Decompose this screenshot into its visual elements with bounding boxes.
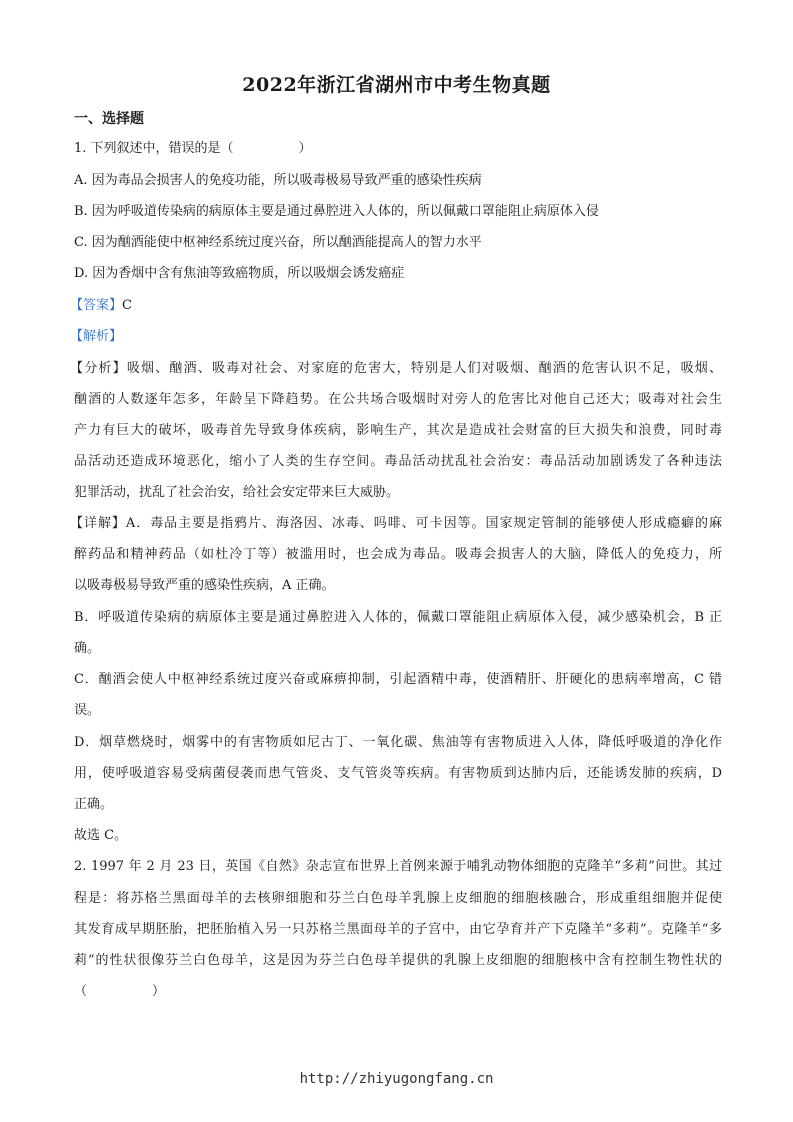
page-title: 2022年浙江省湖州市中考生物真题 (242, 74, 551, 96)
xiangjie-line-10: 正确。 (74, 797, 114, 812)
q2-line-2: 程是：将苏格兰黑面母羊的去核卵细胞和芬兰白色母羊乳腺上皮细胞的细胞核融合，形成重组细胞并促使 (74, 891, 722, 906)
q1-stem: 1. 下列叙述中，错误的是（ ） (74, 141, 312, 156)
xiangjie-line-3: 以吸毒极易导致严重的感染性疾病，A 正确。 (74, 578, 335, 593)
xiangjie-line-4: B．呼吸道传染病的病原体主要是通过鼻腔进入人体的，佩戴口罩能阻止病原体入侵，减少感染机会，B 正 (74, 610, 722, 625)
q1-option-a: A. 因为毒品会损害人的免疫功能，所以吸毒极易导致严重的感染性疾病 (74, 173, 482, 188)
fenxi-line-3: 产力有巨大的破坏，吸毒首先导致身体疾病，影响生产，其次是造成社会财富的巨大损失和浪费，同时毒 (74, 423, 722, 438)
xiangjie-line-9: 用，使呼吸道容易受病菌侵袭而患气管炎、支气管炎等疾病。有害物质到达肺内后，还能诱发肺的疾病，D (74, 766, 722, 781)
xiangjie-line-5: 确。 (74, 641, 101, 656)
xiangjie-line-2: 醉药品和精神药品（如杜冷丁等）被滥用时，也会成为毒品。吸毒会损害人的大脑，降低人的免疫力，所 (74, 547, 722, 562)
q1-option-c: C. 因为酗酒能使中枢神经系统过度兴奋，所以酗酒能提高人的智力水平 (74, 235, 482, 250)
analysis-tag: 【解析】 (70, 329, 123, 344)
fenxi-line-4: 品活动还造成环境恶化，缩小了人类的生存空间。毒品活动扰乱社会治安：毒品活动加剧诱发了各种违法 (74, 454, 722, 469)
q2-line-3: 其发育成早期胚胎，把胚胎植入另一只苏格兰黑面母羊的子宫中，由它孕育并产下克隆羊“多莉”。克隆羊“多 (74, 922, 722, 937)
xiangjie-line-8: D．烟草燃烧时，烟雾中的有害物质如尼古丁、一氧化碳、焦油等有害物质进入人体，降低呼吸道的净化作 (74, 735, 722, 750)
q1-option-d: D. 因为香烟中含有焦油等致癌物质，所以吸烟会诱发癌症 (74, 266, 405, 281)
xiangjie-text: A．毒品主要是指鸦片、海洛因、冰毒、吗啡、可卡因等。国家规定管制的能够使人形成瘾癖的麻 (125, 516, 722, 531)
xiangjie-line-7: 误。 (74, 703, 101, 718)
fenxi-line-2: 酗酒的人数逐年怎多，年龄呈下降趋势。在公共场合吸烟时对旁人的危害比对他自己还大；吸毒对社会生 (74, 392, 722, 407)
xiangjie-tag: 【详解】 (70, 516, 126, 531)
xiangjie-line-11: 故选 C。 (74, 828, 128, 843)
answer-tag: 【答案】 (70, 298, 123, 313)
fenxi-line-1 (70, 360, 722, 378)
q2-line-4: 莉”的性状很像芬兰白色母羊，这是因为芬兰白色母羊提供的乳腺上皮细胞的细胞核中含有控制生物性状的 (74, 953, 722, 968)
q2-line-5: （ ） (74, 984, 166, 999)
section-heading: 一、选择题 (74, 111, 144, 127)
fenxi-tag: 【分析】 (70, 361, 127, 376)
footer-url[interactable]: http://zhiyugongfang.cn (299, 1071, 494, 1087)
fenxi-line-5: 犯罪活动，扰乱了社会治安，给社会安定带来巨大威胁。 (74, 485, 400, 500)
q2-line-1: 2. 1997 年 2 月 23 日，英国《自然》杂志宣布世界上首例来源于哺乳动物体细胞的克隆羊“多莉”问世。其过 (74, 859, 722, 874)
q1-answer (70, 297, 718, 315)
fenxi-text: 吸烟、酗酒、吸毒对社会、对家庭的危害大，特别是人们对吸烟、酗酒的危害认识不足，吸烟、 (126, 361, 722, 376)
xiangjie-line-1 (70, 515, 722, 533)
q1-option-b: B. 因为呼吸道传染病的病原体主要是通过鼻腔进入人体的，所以佩戴口罩能阻止病原体入侵 (74, 204, 599, 219)
answer-value: C (122, 298, 132, 313)
xiangjie-line-6: C．酗酒会使人中枢神经系统过度兴奋或麻痹抑制，引起酒精中毒，使酒精肝、肝硬化的患病率增高，C 错 (74, 672, 722, 687)
